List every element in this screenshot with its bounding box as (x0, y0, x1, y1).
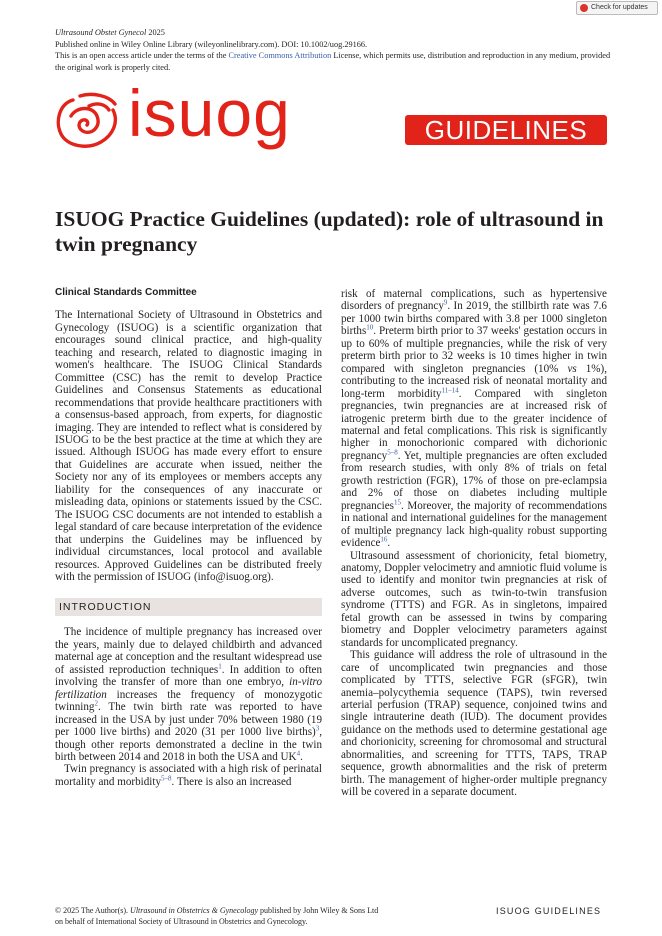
page-title: ISUOG Practice Guidelines (updated): role of ultrasound in twin pregnancy (55, 207, 604, 256)
update-badge-icon (580, 4, 588, 12)
isuog-wordmark: isuog (128, 76, 291, 150)
citation-link[interactable]: 9 (443, 298, 448, 307)
citation-link[interactable]: 15 (393, 498, 401, 507)
check-for-updates-label: Check for updates (591, 4, 648, 11)
citation-link[interactable]: 4 (296, 749, 301, 758)
article-header (55, 27, 615, 73)
footer-copyright: © 2025 The Author(s). Ultrasound in Obstetrics & Gynecology published by John Wiley & Sons Ltd on behalf of International Society of Ultrasound in Obstetrics and Gynecology. (55, 906, 379, 926)
citation-link[interactable]: 3 (315, 724, 320, 733)
body-paragraph: risk of maternal complications, such as hypertensive disorders of pregnancy$^9$. In 2019, the stillbirth rate was 7.6 per 1000 twin births compared with 3.8 per 1000 singleton births$^{10}$. Preterm birth prior to 37 weeks' gestation occurs in up to 60% of multiple pregnancies, while the risk of very preterm birth prior to 32 weeks is 10 times higher in twin compared with singleton pregnancies (10% vs 1%), contributing to the increased risk of neonatal mortality and long-term morbidity$^{11-14}$. Compared with singleton pregnancies, twin pregnancies are at increased risk of iatrogenic preterm birth due to the greater incidence of maternal and fetal complications. This risk is significantly higher in monochorionic compared with dichorionic pregnancy$^{5-8}$. Yet, multiple pregnancies are often excluded from research studies, with only 8% of trials on fetal growth restriction (FGR), 17% of those on pre-eclampsia and 2% of those on diabetes including multiple pregnancies$^{15}$. Moreover, the majority of recommendations in national and international guidelines for the management of multiple pregnancy lack high-quality robust supporting evidence$^{16}$. (341, 288, 608, 550)
citation-link[interactable]: 2 (94, 699, 98, 708)
guidelines-badge: GUIDELINES (405, 115, 607, 145)
body-paragraph: This guidance will address the role of ultrasound in the care of uncomplicated twin pregnancies and those complicated by TTTS, selective FGR (sFGR), twin anemia–polycythemia sequence (TAPS), twin reversed arterial perfusion (TRAP) sequence, conjoined twins and single intrauterine death (IUD). The document provides guidance on the methods used to determine gestational age and chorionicity, screening for chromosomal and structural abnormalities, and screening for TTTS, TAPS, TRAP sequence, growth abnormalities and the risk of preterm birth. The management of higher-order multiple pregnancy will be covered in a separate document. (341, 649, 607, 799)
citation-link[interactable]: 16 (380, 535, 388, 544)
right-column (341, 288, 607, 799)
license-line: This is an open access article under the terms of the Creative Commons Attribution License, which permits use, distribution and reproduction in any medium, provided the original work is properly cited. (55, 51, 611, 72)
intro-paragraph: The International Society of Ultrasound in Obstetrics and Gynecology (ISUOG) is a scientific organization that encourages sound clinical practice, and high-quality teaching and research, related to diagnostic imaging in women's healthcare. The ISUOG Clinical Standards Committee (CSC) has the remit to develop Practice Guidelines and Consensus Statements as educational recommendations that provide healthcare practitioners with a consensus-based approach, from experts, for diagnostic imaging. They are intended to reflect what is considered by ISUOG to be the best practice at the time at which they are issued. Although ISUOG has made every effort to ensure that Guidelines are accurate when issued, neither the Society nor any of its employees or members accepts any liability for the consequences of any inaccurate or misleading data, opinions or statements issued by the CSC. The ISUOG CSC documents are not intended to establish a legal standard of care because interpretation of the evidence that underpins the Guidelines may be influenced by individual circumstances, local protocol and available resources. Approved Guidelines can be distributed freely with the permission of ISUOG (info@isuog.org). (55, 309, 322, 583)
license-link[interactable]: Creative Commons Attribution (228, 51, 332, 60)
section-heading-introduction: INTRODUCTION (55, 598, 322, 616)
journal-name: Ultrasound Obstet Gynecol (55, 28, 147, 37)
published-line: Published online in Wiley Online Library (wileyonlinelibrary.com). DOI: 10.1002/uog.29166. (55, 39, 368, 49)
citation-link[interactable]: 10 (366, 323, 374, 332)
citation-link[interactable]: 5–8 (387, 448, 398, 457)
body-paragraph: Ultrasound assessment of chorionicity, fetal biometry, anatomy, Doppler velocimetry and amniotic fluid volume is used to identify and monitor twin pregnancies at risk of adverse outcomes, such as twin-to-twin transfusion syndrome (TTTS) and FGR. As in singletons, impaired fetal growth can be assessed in twins by comparing biometry and Doppler velocimetry parameters against standards for uncomplicated pregnancy. (341, 549, 607, 649)
citation-link[interactable]: 5–8 (161, 774, 172, 783)
body-paragraph: Twin pregnancy is associated with a high risk of perinatal mortality and morbidity$^{5-8}$. There is also an increased (55, 763, 322, 788)
author-line: Clinical Standards Committee (55, 287, 197, 298)
body-paragraph: The incidence of multiple pregnancy has increased over the years, mainly due to delayed childbirth and advanced maternal age at conception and the resultant widespread use of assisted reproduction techniques$^1$. In addition to often involving the transfer of more than one embryo, in-vitro fertilization increases the frequency of monozygotic twinning$^2$. The twin birth rate was reported to have increased in the USA by just under 70% between 1980 (19 per 1000 live births) and 2020 (31 per 1000 live births)$^3$, though other reports demonstrated a decline in the twin birth between 2014 and 2018 in both the USA and $UK^4$. (55, 626, 322, 763)
left-column (55, 287, 322, 788)
footer-running-title: ISUOG GUIDELINES (496, 906, 602, 916)
citation-link[interactable]: 1 (218, 662, 222, 671)
journal-year: 2025 (148, 28, 165, 37)
isuog-logo-icon (53, 92, 125, 154)
check-for-updates-button[interactable] (576, 1, 658, 15)
citation-link[interactable]: 11–14 (441, 385, 459, 394)
